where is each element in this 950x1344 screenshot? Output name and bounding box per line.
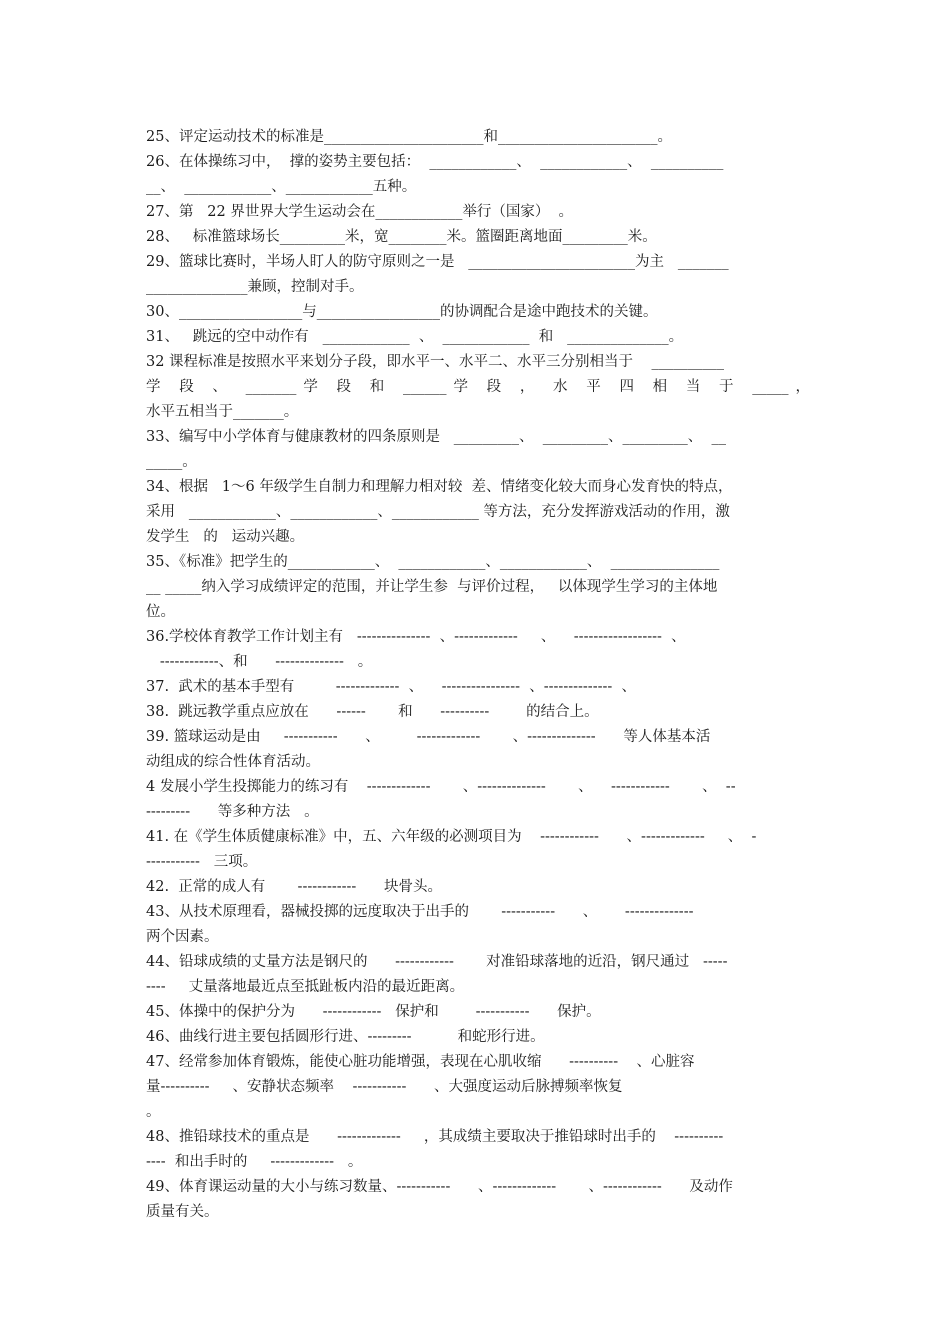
question-41: 41. 在《学生体质健康标准》中，五、六年级的必测项目为 ------------ 、------------- 、 - bbox=[146, 829, 757, 845]
question-25: 25、评定运动技术的标准是______________________和______________________。 bbox=[146, 129, 672, 145]
question-44: 44、铅球成绩的丈量方法是钢尺的 ------------ 对准铅球落地的近沿，钢尺通过 ----- bbox=[146, 954, 728, 970]
question-32: 32 课程标准是按照水平来划分子段，即水平一、水平二、水平三分别相当于 __________ bbox=[146, 354, 724, 370]
question-26-cont: __、 ____________、____________五种。 bbox=[146, 179, 417, 195]
question-37: 37. 武术的基本手型有 ------------- 、 ---------------- 、-------------- 、 bbox=[146, 679, 637, 695]
question-35-cont: __ _____纳入学习成绩评定的范围，并让学生参 与评价过程， 以体现学生学习的主体地 bbox=[146, 579, 718, 595]
question-34-cont: 采用 ____________、____________、____________ 等方法，充分发挥游戏活动的作用，激 bbox=[146, 504, 730, 520]
question-45: 45、体操中的保护分为 ------------ 保护和 ----------- 保护。 bbox=[146, 1004, 601, 1020]
question-34: 34、根据 1～6 年级学生自制力和理解力相对较 差、情绪变化较大而身心发育快的特点， bbox=[146, 479, 733, 495]
question-43-cont: 两个因素。 bbox=[146, 929, 219, 945]
question-32-cont: 学 段 、 _______学 段 和 ______学 段 ， 水 平 四 相 当 于 _____， bbox=[146, 379, 810, 395]
question-27: 27、第 22 界世界大学生运动会在____________举行（国家） 。 bbox=[146, 204, 574, 220]
question-39: 39. 篮球运动是由 ----------- 、 ------------- 、-------------- 等人体基本活 bbox=[146, 729, 711, 745]
question-29: 29、篮球比赛时，半场人盯人的防守原则之一是 _______________________为主 _______ bbox=[146, 254, 729, 270]
question-41-cont: ----------- 三项。 bbox=[146, 854, 258, 870]
question-49: 49、体育课运动量的大小与练习数量、----------- 、------------- 、------------ 及动作 bbox=[146, 1179, 733, 1195]
question-42: 42. 正常的成人有 ------------ 块骨头。 bbox=[146, 879, 442, 895]
question-29-cont: ______________兼顾，控制对手。 bbox=[146, 279, 364, 295]
question-28: 28、 标准篮球场长_________米，宽________米。篮圈距离地面_________米。 bbox=[146, 229, 657, 245]
question-47-cont: 量---------- 、安静状态频率 ----------- 、大强度运动后脉搏频率恢复 bbox=[146, 1079, 623, 1095]
question-46: 46、曲线行进主要包括圆形行进、--------- 和蛇形行进。 bbox=[146, 1029, 545, 1045]
question-31: 31、 跳远的空中动作有 ____________ 、 ____________ 和 ______________。 bbox=[146, 329, 684, 345]
question-33: 33、编写中小学体育与健康教材的四条原则是 _________、 _________、_________、 __ bbox=[146, 429, 726, 445]
question-48: 48、推铅球技术的重点是 ------------- ，其成绩主要取决于推铅球时出手的 ---------- bbox=[146, 1129, 724, 1145]
question-33-cont: _____。 bbox=[146, 454, 197, 470]
question-43: 43、从技术原理看，器械投掷的远度取决于出手的 ----------- 、 -------------- bbox=[146, 904, 694, 920]
question-35: 35、《标准》把学生的____________、 ____________、____________、 _______________ bbox=[146, 554, 720, 570]
question-44-cont: ---- 丈量落地最近点至抵趾板内沿的最近距离。 bbox=[146, 979, 465, 995]
question-40: 4 发展小学生投掷能力的练习有 ------------- 、-------------- 、 ------------ 、 -- bbox=[146, 779, 736, 795]
question-49-cont: 质量有关。 bbox=[146, 1204, 219, 1220]
question-34-cont-2: 发学生 的 运动兴趣。 bbox=[146, 529, 305, 545]
question-47-cont-2: 。 bbox=[146, 1104, 161, 1120]
question-36-cont: ------------、和 -------------- 。 bbox=[146, 654, 373, 670]
question-39-cont: 动组成的综合性体育活动。 bbox=[146, 754, 320, 770]
question-35-cont-2: 位。 bbox=[146, 604, 175, 620]
question-36: 36.学校体育教学工作计划主有 --------------- 、------------- 、 ------------------ 、 bbox=[146, 629, 686, 645]
question-30: 30、_________________与_________________的协调配合是途中跑技术的关键。 bbox=[146, 304, 658, 320]
question-26: 26、在体操练习中， 撑的姿势主要包括： ____________、 ____________、 __________ bbox=[146, 154, 724, 170]
question-32-cont-2: 水平五相当于_______。 bbox=[146, 404, 299, 420]
question-40-cont: --------- 等多种方法 。 bbox=[146, 804, 319, 820]
question-47: 47、经常参加体育锻炼，能使心脏功能增强，表现在心肌收缩 ---------- 、心脏容 bbox=[146, 1054, 695, 1070]
question-38: 38. 跳远教学重点应放在 ------ 和 ---------- 的结合上。 bbox=[146, 704, 599, 720]
question-48-cont: ---- 和出手时的 ------------- 。 bbox=[146, 1154, 363, 1170]
